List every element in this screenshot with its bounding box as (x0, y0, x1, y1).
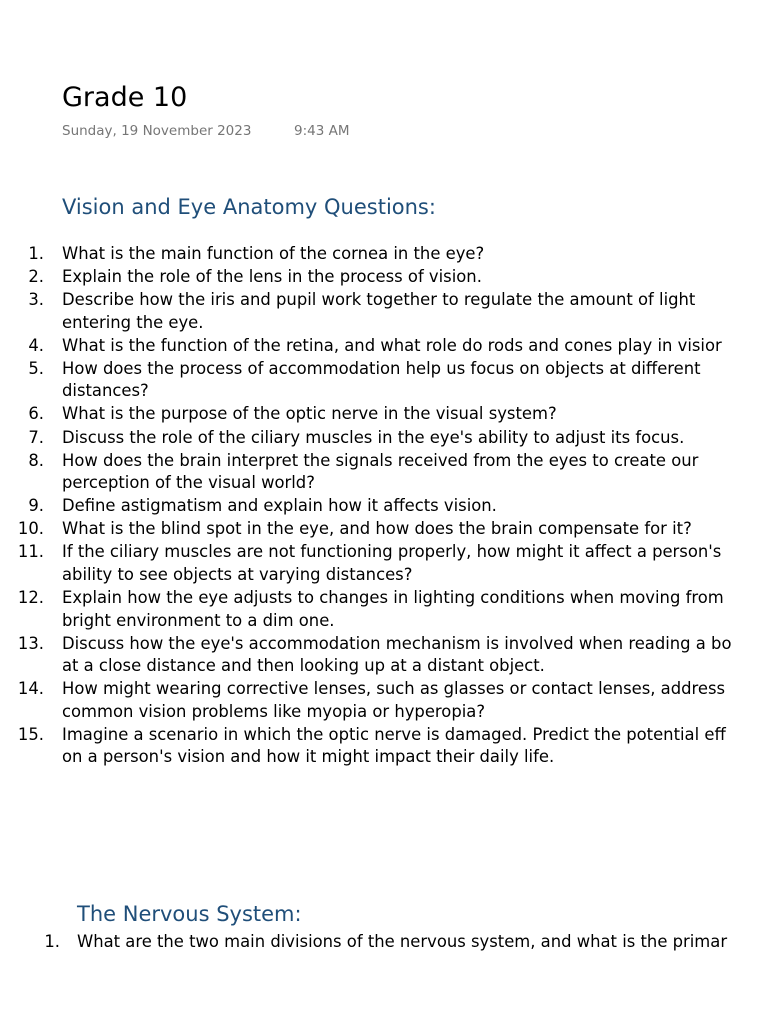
question-text-line: common vision problems like myopia or hyperopia? (62, 701, 486, 721)
question-text-line: What is the purpose of the optic nerve in the visual system? (62, 404, 557, 424)
question-list-nervous-system (0, 931, 760, 954)
question-text-line: Explain how the eye adjusts to changes in lighting conditions when moving from (62, 588, 724, 608)
question-item (0, 358, 760, 403)
page-date: Sunday, 19 November 2023 (62, 123, 252, 139)
section-heading-nervous-system: The Nervous System: (77, 902, 302, 926)
question-number: 1. (44, 932, 60, 951)
question-text-line: Imagine a scenario in which the optic nerve is damaged. Predict the potential eff (62, 724, 726, 744)
question-text-line: Discuss the role of the ciliary muscles in the eye's ability to adjust its focus. (62, 427, 685, 447)
question-item (0, 495, 760, 518)
question-text-line: bright environment to a dim one. (62, 610, 335, 630)
question-item (0, 633, 760, 678)
question-text-line: What is the function of the retina, and what role do rods and cones play in visior (62, 335, 722, 355)
question-text-line: How might wearing corrective lenses, such as glasses or contact lenses, address (62, 679, 726, 699)
question-number: 9. (28, 496, 44, 516)
question-text-line: If the ciliary muscles are not functioning properly, how might it affect a person's (62, 542, 722, 562)
question-text-line: Discuss how the eye's accommodation mechanism is involved when reading a bo (62, 633, 732, 653)
page-title: Grade 10 (62, 82, 188, 113)
question-text-line: at a close distance and then looking up at a distant object. (62, 656, 545, 676)
question-number: 2. (28, 267, 44, 287)
question-text-line: Define astigmatism and explain how it affects vision. (62, 496, 497, 516)
question-item (0, 541, 760, 586)
question-text-line: Explain the role of the lens in the process of vision. (62, 267, 482, 287)
question-item (0, 403, 760, 426)
question-item (0, 724, 760, 769)
question-text-line: What are the two main divisions of the nervous system, and what is the primar (77, 932, 728, 951)
page-time: 9:43 AM (294, 123, 350, 139)
question-number: 10. (17, 519, 44, 539)
question-number: 11. (17, 542, 44, 562)
question-item (0, 518, 760, 541)
question-text-line: How does the brain interpret the signals received from the eyes to create our (62, 450, 699, 470)
question-text-line: distances? (62, 381, 149, 401)
question-number: 13. (17, 633, 44, 653)
question-text-line: Describe how the iris and pupil work together to regulate the amount of light (62, 290, 696, 310)
question-number: 8. (28, 450, 44, 470)
question-item (0, 266, 760, 289)
question-text-line: on a person's vision and how it might impact their daily life. (62, 747, 555, 767)
question-text-line: What is the main function of the cornea in the eye? (62, 244, 485, 263)
question-number: 15. (17, 724, 44, 744)
question-text-line: What is the blind spot in the eye, and how does the brain compensate for it? (62, 519, 692, 539)
question-item (0, 243, 760, 266)
page-timestamp (62, 122, 350, 140)
question-number: 12. (17, 588, 44, 608)
question-list-vision (0, 243, 760, 769)
question-number: 3. (28, 290, 44, 310)
question-item (0, 931, 760, 954)
question-number: 7. (28, 427, 44, 447)
question-text-line: ability to see objects at varying distances? (62, 564, 413, 584)
question-number: 5. (28, 358, 44, 378)
question-item (0, 427, 760, 450)
question-number: 4. (28, 335, 44, 355)
section-heading-vision: Vision and Eye Anatomy Questions: (62, 195, 436, 219)
question-number: 6. (28, 404, 44, 424)
question-item (0, 587, 760, 632)
question-text-line: How does the process of accommodation help us focus on objects at different (62, 358, 701, 378)
question-item (0, 450, 760, 495)
question-number: 1. (28, 244, 44, 263)
question-text-line: perception of the visual world? (62, 473, 315, 493)
question-item (0, 289, 760, 334)
question-item (0, 678, 760, 723)
question-item (0, 335, 760, 358)
question-text-line: entering the eye. (62, 312, 204, 332)
question-number: 14. (17, 679, 44, 699)
